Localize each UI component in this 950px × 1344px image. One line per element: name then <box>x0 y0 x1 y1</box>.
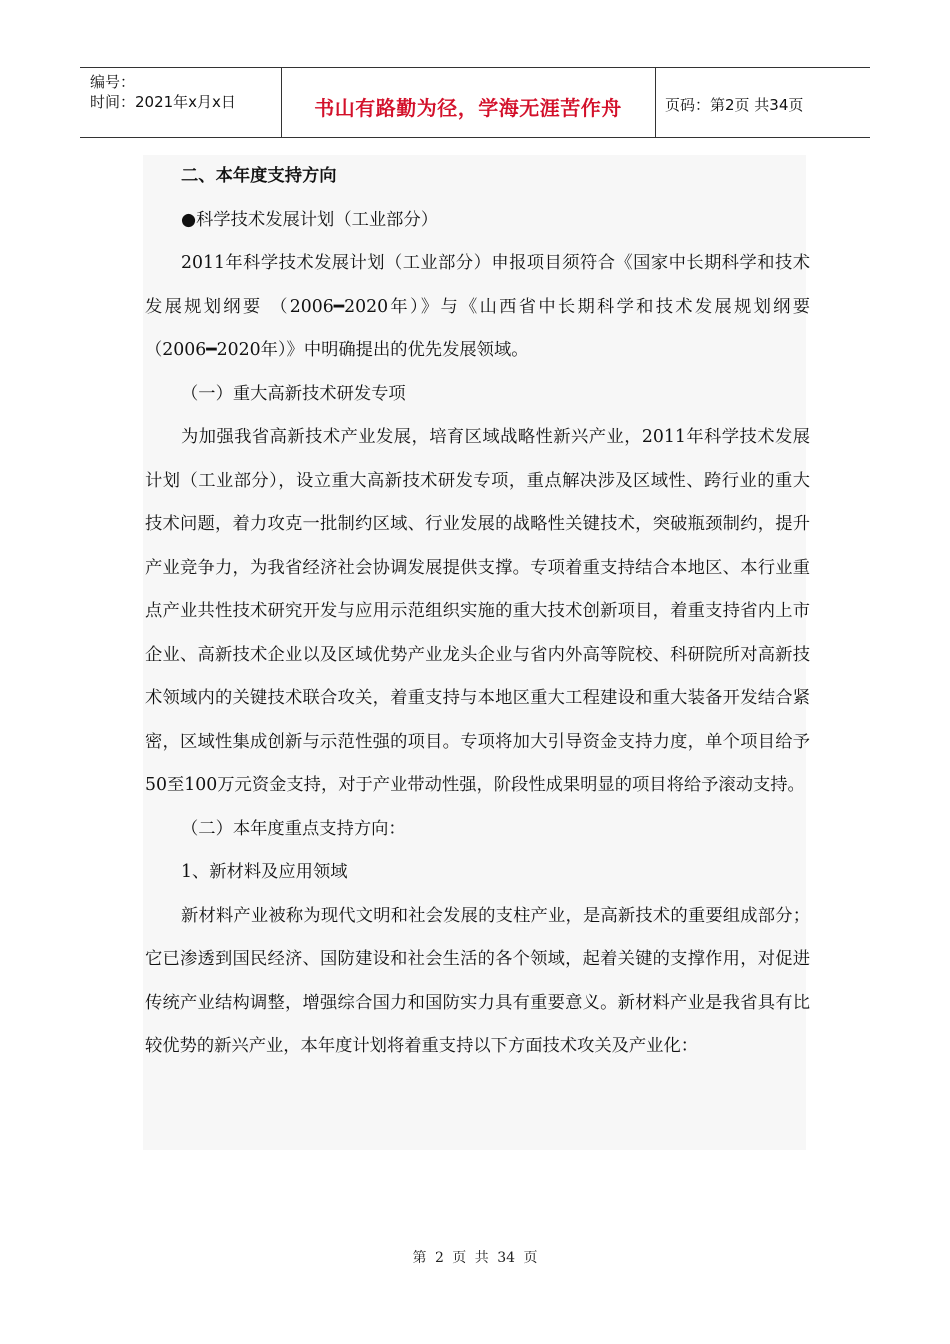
paragraph-new-materials: 新材料产业被称为现代文明和社会发展的支柱产业，是高新技术的重要组成部分；它已渗透到国民经济、国防建设和社会生活的各个领域，起着关键的支撑作用，对促进传统产业结构调整，增强综合国力和国防实力具有重要意义。新材料产业是我省具有比较优势的新兴产业，本年度计划将着重支持以下方面技术攻关及产业化： <box>145 905 810 1056</box>
section-heading: 二、本年度支持方向 <box>181 166 337 186</box>
page-footer: 第 2 页 共 34 页 <box>412 1250 538 1266</box>
document-number-label: 编号： <box>90 73 136 91</box>
paragraph-intro: 2011年科学技术发展计划（工业部分）申报项目须符合《国家中长期科学和技术发展规划纲要 （2006━2020年）》与《山西省中长期科学和技术发展规划纲要（2006━2020年）》中明确提出的优先发展领域。 <box>145 253 810 360</box>
document-body <box>145 155 810 1069</box>
subheading-key-directions: （二）本年度重点支持方向： <box>181 818 406 839</box>
paragraph-major-project: 为加强我省高新技术产业发展，培育区域战略性新兴产业，2011年科学技术发展计划（工业部分），设立重大高新技术研发专项，重点解决涉及区域性、跨行业的重大技术问题，着力攻克一批制约区域、行业发展的战略性关键技术，突破瓶颈制约，提升产业竞争力，为我省经济社会协调发展提供支撑。专项着重支持结合本地区、本行业重点产业共性技术研究开发与应用示范组织实施的重大技术创新项目，着重支持省内上市企业、高新技术企业以及区域优势产业龙头企业与省内外高等院校、科研院所对高新技术领域内的关键技术联合攻关，着重支持与本地区重大工程建设和重大装备开发结合紧密，区域性集成创新与示范性强的项目。专项将加大引导资金支持力度，单个项目给予50至100万元资金支持，对于产业带动性强，阶段性成果明显的项目将给予滚动支持。 <box>145 427 810 795</box>
page-header <box>80 67 870 138</box>
header-page-label: 页码：第2页 共34页 <box>665 96 804 114</box>
bullet-item: ●科学技术发展计划（工业部分） <box>181 209 439 230</box>
subheading-new-materials: 1、新材料及应用领域 <box>181 862 348 882</box>
header-middle-cell <box>281 68 656 137</box>
document-time-label: 时间：2021年x月x日 <box>90 93 236 111</box>
header-right-cell <box>655 68 870 137</box>
subheading-major-project: （一）重大高新技术研发专项 <box>181 383 406 404</box>
header-motto: 书山有路勤为径，学海无涯苦作舟 <box>314 96 622 120</box>
header-left-cell <box>80 68 282 137</box>
